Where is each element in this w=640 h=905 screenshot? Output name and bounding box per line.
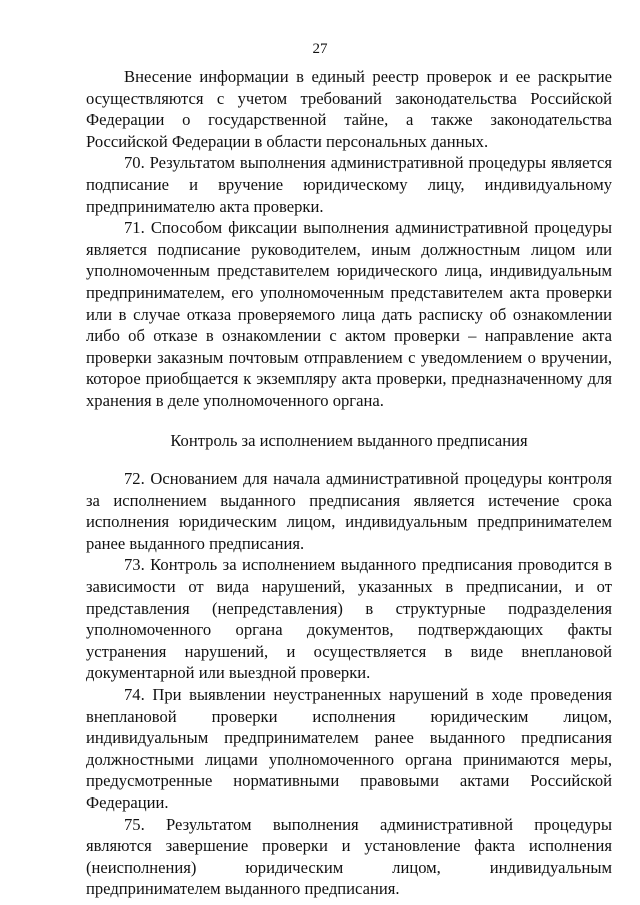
paragraph-registry-info: Внесение информации в единый реестр проверок и ее раскрытие осуществляются с учетом требований законодательства Российской Федерации о государственной тайне, а также законодательства Российской Федерации в области персональных данных. [86, 67, 612, 151]
paragraph-74: 74. При выявлении неустраненных нарушений в ходе проведения внеплановой проверки исполнения юридическим лицом, индивидуальным предпринимателем ранее выданного предписания должностными лицами уполномоченного органа принимаются меры, предусмотренные нормативными правовыми актами Российской Федерации. [86, 685, 612, 812]
paragraph-73: 73. Контроль за исполнением выданного предписания проводится в зависимости от вида нарушений, указанных в предписании, и от представления (непредставления) в структурные подразделения уполномоченного органа документов, подтверждающих факты устранения нарушений, и осуществляется в виде внеплановой документарной или выездной проверки. [86, 555, 612, 683]
section-heading: Контроль за исполнением выданного предписания [170, 430, 528, 450]
paragraph-70: 70. Результатом выполнения административной процедуры является подписание и вручение юридическому лицу, индивидуальному предпринимателю акта проверки. [86, 153, 612, 216]
paragraph-75: 75. Результатом выполнения административной процедуры являются завершение проверки и установление факта исполнения (неисполнения) юридическим лицом, индивидуальным предпринимателем выданного предписания. [86, 814, 612, 899]
paragraph-71: 71. Способом фиксации выполнения административной процедуры является подписание руководителем, иным должностным лицом или уполномоченным представителем юридического лица, индивидуальным предпринимателем, его уполномоченным представителем акта проверки или в случае отказа проверяемого лица дать расписку об ознакомлении либо об отказе в ознакомлении с актом проверки – направление акта проверки заказным почтовым отправлением с уведомлением о вручении, которое приобщается к экземпляру акта проверки, предназначенному для хранения в деле уполномоченного органа. [86, 218, 612, 410]
page-number: 27 [312, 41, 328, 57]
paragraph-72: 72. Основанием для начала административной процедуры контроля за исполнением выданного предписания является истечение срока исполнения юридическим лицом, индивидуальным предпринимателем ранее выданного предписания. [86, 469, 612, 553]
document-body [86, 66, 612, 900]
